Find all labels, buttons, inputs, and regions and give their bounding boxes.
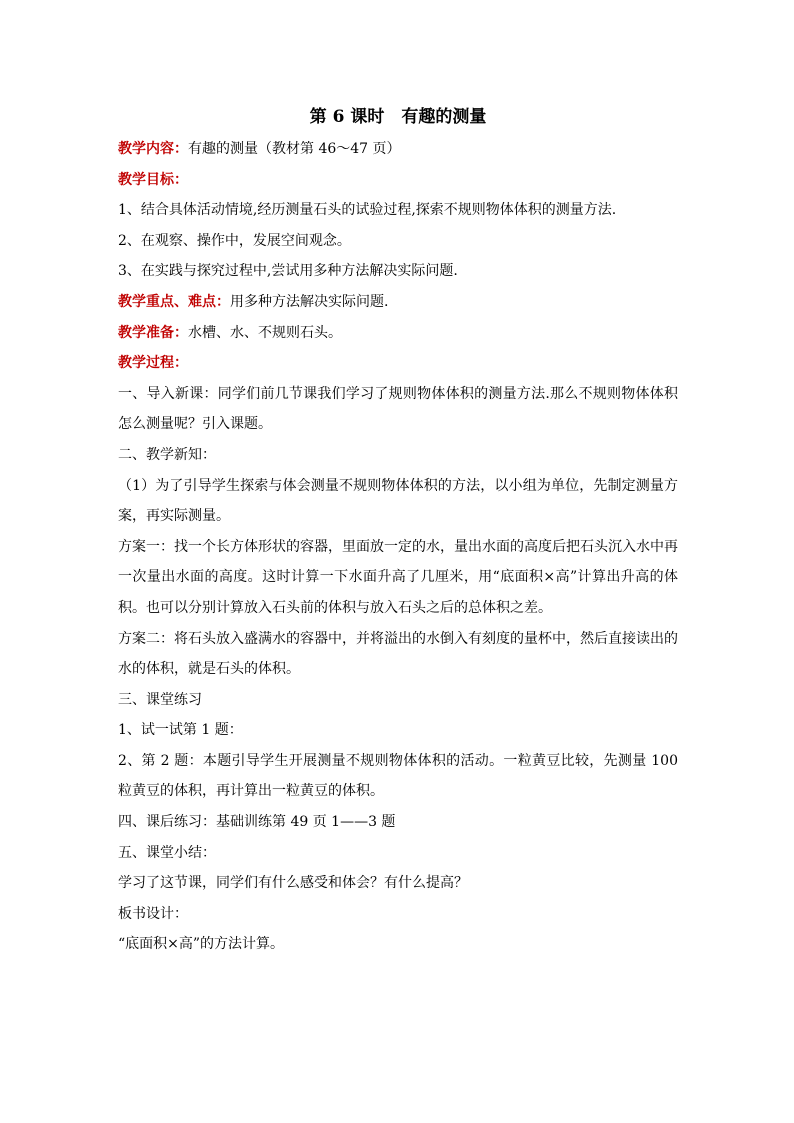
step1-paragraph: （1）为了引导学生探索与体会测量不规则物体体积的方法，以小组为单位，先制定测量方案，再实际测量。 — [118, 477, 678, 525]
homework-line: 四、课后练习：基础训练第 49 页 1——3 题 — [118, 814, 396, 831]
preparation-row — [118, 318, 678, 349]
content-text: 有趣的测量（教材第 46～47 页） — [188, 141, 401, 157]
intro-paragraph: 一、导入新课：同学们前几节课我们学习了规则物体体积的测量方法.那么不规则物体体积怎么测量呢？引入课题。 — [118, 385, 678, 433]
process-label: 教学过程： — [118, 355, 188, 372]
preparation-label: 教学准备： — [118, 324, 188, 341]
plan1-paragraph: 方案一：找一个长方体形状的容器，里面放一定的水，量出水面的高度后把石头沉入水中再一次量出水面的高度。这时计算一下水面升高了几厘米，用“底面积×高”计算出升高的体积。也可以分别计算放入石头前的体积与放入石头之后的总体积之差。 — [118, 538, 678, 616]
objective-item: 1、结合具体活动情境,经历测量石头的试验过程,探索不规则物体体积的测量方法. — [118, 202, 617, 219]
preparation-text: 水槽、水、不规则石头。 — [188, 324, 342, 341]
objective-item: 2、在观察、操作中，发展空间观念。 — [118, 232, 351, 249]
practice-item-2: 2、第 2 题：本题引导学生开展测量不规则物体体积的活动。一粒黄豆比较，先测量 100 粒黄豆的体积，再计算出一粒黄豆的体积。 — [118, 752, 678, 800]
practice-item-1: 1、试一试第 1 题： — [118, 722, 243, 739]
practice-heading: 三、课堂练习 — [118, 691, 202, 708]
content-label: 教学内容： — [118, 141, 188, 157]
summary-text: 学习了这节课，同学们有什么感受和体会？有什么提高？ — [118, 875, 468, 892]
key-points-label: 教学重点、难点： — [118, 293, 230, 310]
board-heading: 板书设计： — [118, 905, 188, 922]
page-title: 第 6 课时 有趣的测量 — [309, 107, 487, 127]
board-text: “底面积×高”的方法计算。 — [118, 936, 285, 953]
key-points-text: 用多种方法解决实际问题. — [230, 293, 389, 310]
plan2-paragraph: 方案二：将石头放入盛满水的容器中，并将溢出的水倒入有刻度的量杯中，然后直接读出的水的体积，就是石头的体积。 — [118, 630, 678, 678]
objectives-heading — [118, 165, 678, 196]
new-knowledge-heading: 二、教学新知： — [118, 446, 216, 463]
summary-heading: 五、课堂小结： — [118, 844, 216, 861]
lesson-plan-document — [118, 100, 678, 960]
process-heading — [118, 348, 678, 379]
key-points-row — [118, 287, 678, 318]
objectives-label: 教学目标： — [118, 171, 188, 188]
content-row — [118, 134, 678, 165]
objective-item: 3、在实践与探究过程中,尝试用多种方法解决实际问题. — [118, 263, 458, 280]
